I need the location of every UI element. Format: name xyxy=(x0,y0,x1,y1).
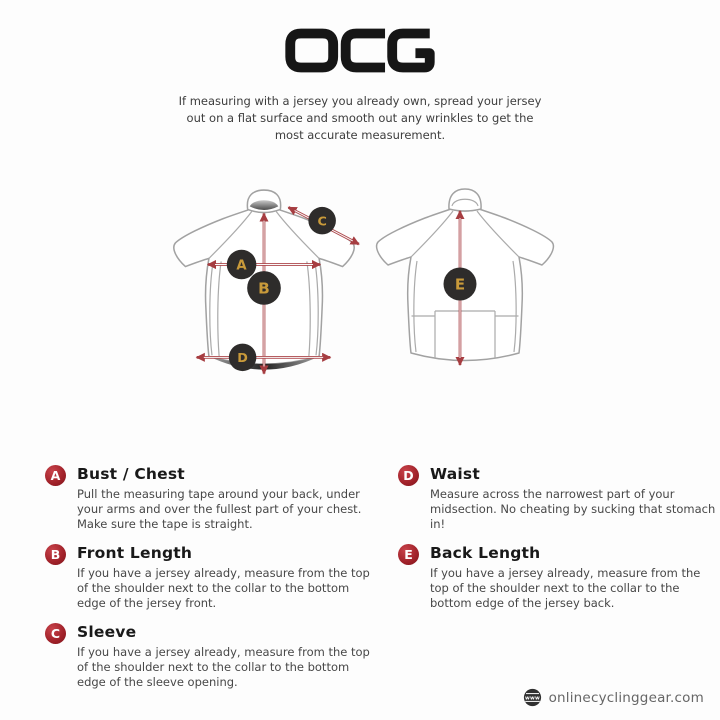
marker-c xyxy=(308,207,336,235)
marker-c-letter: C xyxy=(317,214,327,230)
legend-item-sleeve xyxy=(45,622,398,690)
badge-a: A xyxy=(45,465,66,486)
marker-e-letter: E xyxy=(454,275,466,294)
badge-d: D xyxy=(398,465,419,486)
legend-item-bust-chest xyxy=(45,464,398,532)
legend-column-left xyxy=(45,464,398,701)
globe-www-text: www xyxy=(524,695,540,702)
website-text: onlinecyclinggear.com xyxy=(548,689,704,706)
legend-title-back-length: Back Length xyxy=(430,544,541,562)
marker-d-letter: D xyxy=(237,350,248,366)
marker-a-letter: A xyxy=(236,258,247,274)
logo-letter-g xyxy=(392,34,430,68)
legend-title-front-length: Front Length xyxy=(77,544,193,562)
legend-desc-waist: Measure across the narrowest part of your midsection. No cheating by sucking that stomach in! xyxy=(430,487,716,531)
legend-desc-sleeve: If you have a jersey already, measure from the top of the shoulder next to the collar to the bottom edge of the sleeve opening. xyxy=(77,645,370,689)
legend-desc-bust-chest: Pull the measuring tape around your back, under your arms and over the fullest part of your chest. Make sure the tape is straight. xyxy=(77,487,362,531)
legend-desc-front-length: If you have a jersey already, measure from the top of the shoulder next to the collar to the bottom edge of the jersey front. xyxy=(77,566,370,610)
front-jersey-diagram xyxy=(162,187,366,391)
marker-b xyxy=(247,271,281,305)
www-globe-icon xyxy=(523,688,542,707)
legend-column-right xyxy=(398,464,720,701)
ocg-logo xyxy=(284,27,436,74)
marker-e xyxy=(444,268,477,301)
legend-title-sleeve: Sleeve xyxy=(77,623,137,641)
logo-letter-o xyxy=(290,34,333,68)
logo-text xyxy=(284,74,285,75)
legend-item-back-length xyxy=(398,543,720,611)
badge-e: E xyxy=(398,544,419,565)
marker-b-letter: B xyxy=(258,279,270,298)
measurement-legend xyxy=(0,464,720,701)
marker-d xyxy=(229,344,257,372)
back-jersey-diagram xyxy=(365,187,565,387)
back-collar xyxy=(449,189,481,211)
legend-item-waist xyxy=(398,464,720,532)
badge-b: B xyxy=(45,544,66,565)
legend-desc-back-length: If you have a jersey already, measure from the top of the shoulder next to the collar to the bottom edge of the jersey back. xyxy=(430,566,701,610)
legend-title-waist: Waist xyxy=(430,465,480,483)
badge-c: C xyxy=(45,623,66,644)
logo-letter-c xyxy=(346,34,385,68)
ocg-logo-graphic xyxy=(284,27,436,74)
footer-brand xyxy=(523,688,704,707)
legend-title-bust-chest: Bust / Chest xyxy=(77,465,185,483)
marker-a xyxy=(227,250,257,280)
legend-item-front-length xyxy=(45,543,398,611)
intro-text: If measuring with a jersey you already own, spread your jersey out on a flat surface and smooth out any wrinkles to get the most accurate measurement. xyxy=(178,93,542,142)
